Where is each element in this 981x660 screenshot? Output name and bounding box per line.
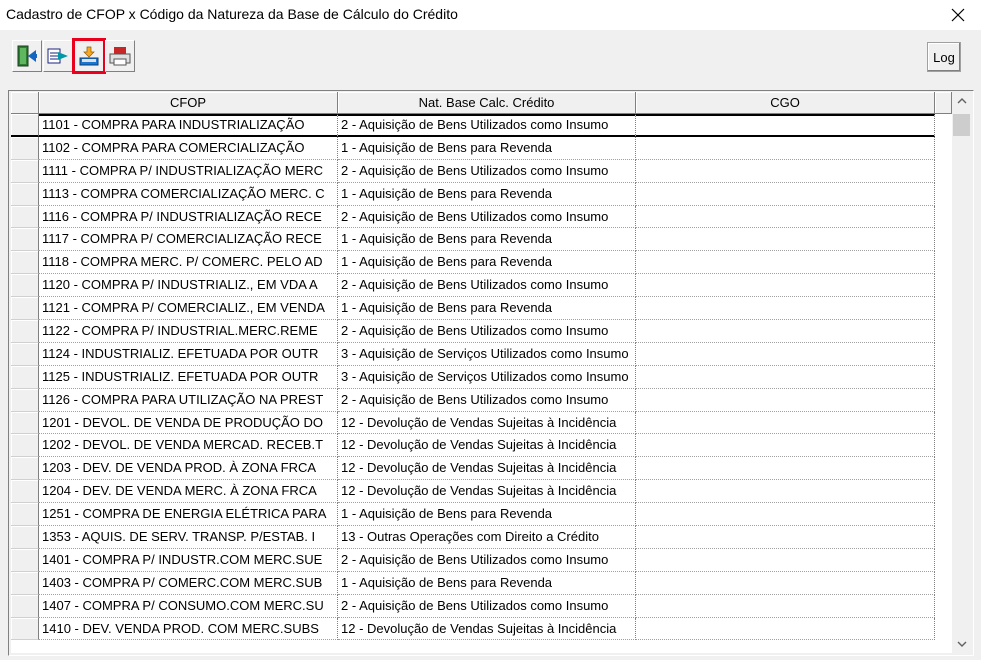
cell-cgo[interactable] — [636, 297, 935, 320]
header-indicator — [11, 92, 39, 114]
cell-cgo[interactable] — [636, 389, 935, 412]
row-indicator[interactable] — [11, 274, 39, 297]
cell-cfop[interactable]: 1101 - COMPRA PARA INDUSTRIALIZAÇÃO — [39, 114, 338, 137]
cell-cfop[interactable]: 1353 - AQUIS. DE SERV. TRANSP. P/ESTAB. I — [39, 526, 338, 549]
table-row[interactable] — [11, 434, 952, 457]
cell-nat-base-calc[interactable]: 13 - Outras Operações com Direito a Crédito — [338, 526, 636, 549]
table-row[interactable] — [11, 389, 952, 412]
cell-cfop[interactable]: 1111 - COMPRA P/ INDUSTRIALIZAÇÃO MERC — [39, 160, 338, 183]
cell-cgo[interactable] — [636, 412, 935, 435]
cell-cgo[interactable] — [636, 549, 935, 572]
table-row[interactable] — [11, 114, 952, 137]
process-button[interactable] — [43, 40, 73, 72]
row-indicator[interactable] — [11, 572, 39, 595]
cell-cgo[interactable] — [636, 183, 935, 206]
scroll-thumb[interactable] — [953, 114, 970, 136]
cell-cgo[interactable] — [636, 595, 935, 618]
cell-cfop[interactable]: 1118 - COMPRA MERC. P/ COMERC. PELO AD — [39, 251, 338, 274]
table-row[interactable] — [11, 457, 952, 480]
cell-cgo[interactable] — [636, 366, 935, 389]
row-indicator[interactable] — [11, 480, 39, 503]
cell-nat-base-calc[interactable]: 1 - Aquisição de Bens para Revenda — [338, 503, 636, 526]
log-button[interactable]: Log — [927, 42, 961, 72]
table-row[interactable] — [11, 572, 952, 595]
grid-body — [11, 114, 952, 640]
table-row[interactable] — [11, 595, 952, 618]
row-indicator[interactable] — [11, 160, 39, 183]
cell-cgo[interactable] — [636, 160, 935, 183]
dialog-body — [0, 30, 981, 660]
cell-nat-base-calc[interactable]: 2 - Aquisição de Bens Utilizados como Insumo — [338, 549, 636, 572]
cell-nat-base-calc[interactable]: 3 - Aquisição de Serviços Utilizados como Insumo — [338, 343, 636, 366]
cell-nat-base-calc[interactable]: 3 - Aquisição de Serviços Utilizados como Insumo — [338, 366, 636, 389]
cell-cgo[interactable] — [636, 503, 935, 526]
window-title: Cadastro de CFOP x Código da Natureza da Base de Cálculo do Crédito — [6, 6, 458, 22]
table-row[interactable] — [11, 503, 952, 526]
cell-cgo[interactable] — [636, 320, 935, 343]
row-indicator[interactable] — [11, 526, 39, 549]
cell-cfop[interactable]: 1251 - COMPRA DE ENERGIA ELÉTRICA PARA — [39, 503, 338, 526]
cell-cfop[interactable]: 1126 - COMPRA PARA UTILIZAÇÃO NA PREST — [39, 389, 338, 412]
row-indicator[interactable] — [11, 206, 39, 229]
table-row[interactable] — [11, 412, 952, 435]
cell-cfop[interactable]: 1122 - COMPRA P/ INDUSTRIAL.MERC.REME — [39, 320, 338, 343]
cell-cfop[interactable]: 1102 - COMPRA PARA COMERCIALIZAÇÃO — [39, 137, 338, 160]
cell-nat-base-calc[interactable]: 12 - Devolução de Vendas Sujeitas à Incidência — [338, 412, 636, 435]
row-indicator[interactable] — [11, 297, 39, 320]
cell-nat-base-calc[interactable]: 12 - Devolução de Vendas Sujeitas à Incidência — [338, 457, 636, 480]
cell-nat-base-calc[interactable]: 2 - Aquisição de Bens Utilizados como Insumo — [338, 114, 636, 137]
cfop-grid — [11, 92, 952, 653]
cell-nat-base-calc[interactable]: 12 - Devolução de Vendas Sujeitas à Incidência — [338, 434, 636, 457]
exit-button[interactable] — [12, 40, 42, 72]
table-row[interactable] — [11, 618, 952, 641]
row-indicator[interactable] — [11, 343, 39, 366]
row-indicator[interactable] — [11, 412, 39, 435]
cell-cfop[interactable]: 1117 - COMPRA P/ COMERCIALIZAÇÃO RECE — [39, 228, 338, 251]
cell-nat-base-calc[interactable]: 2 - Aquisição de Bens Utilizados como Insumo — [338, 320, 636, 343]
cell-cgo[interactable] — [636, 572, 935, 595]
cell-cfop[interactable]: 1121 - COMPRA P/ COMERCIALIZ., EM VENDA — [39, 297, 338, 320]
cell-cgo[interactable] — [636, 228, 935, 251]
cell-nat-base-calc[interactable]: 12 - Devolução de Vendas Sujeitas à Incidência — [338, 480, 636, 503]
cell-nat-base-calc[interactable]: 2 - Aquisição de Bens Utilizados como Insumo — [338, 206, 636, 229]
scroll-up-button[interactable] — [952, 92, 971, 110]
cell-nat-base-calc[interactable]: 2 - Aquisição de Bens Utilizados como Insumo — [338, 160, 636, 183]
cell-cfop[interactable]: 1403 - COMPRA P/ COMERC.COM MERC.SUB — [39, 572, 338, 595]
row-indicator[interactable] — [11, 114, 39, 137]
row-indicator[interactable] — [11, 228, 39, 251]
cell-cgo[interactable] — [636, 274, 935, 297]
row-indicator[interactable] — [11, 389, 39, 412]
chevron-down-icon — [957, 641, 967, 647]
import-tray-icon — [77, 44, 101, 68]
cell-cfop[interactable]: 1203 - DEV. DE VENDA PROD. À ZONA FRCA — [39, 457, 338, 480]
table-row[interactable] — [11, 228, 952, 251]
cell-cfop[interactable]: 1204 - DEV. DE VENDA MERC. À ZONA FRCA — [39, 480, 338, 503]
table-row[interactable] — [11, 206, 952, 229]
row-indicator[interactable] — [11, 434, 39, 457]
toolbar — [12, 40, 136, 72]
table-row[interactable] — [11, 251, 952, 274]
cell-cfop[interactable]: 1401 - COMPRA P/ INDUSTR.COM MERC.SUE — [39, 549, 338, 572]
cell-cgo[interactable] — [636, 114, 935, 137]
vertical-scrollbar[interactable] — [952, 92, 971, 653]
cell-nat-base-calc[interactable]: 1 - Aquisição de Bens para Revenda — [338, 137, 636, 160]
cell-nat-base-calc[interactable]: 2 - Aquisição de Bens Utilizados como Insumo — [338, 595, 636, 618]
row-indicator[interactable] — [11, 183, 39, 206]
table-row[interactable] — [11, 183, 952, 206]
cell-cgo[interactable] — [636, 480, 935, 503]
row-indicator[interactable] — [11, 595, 39, 618]
cell-cfop[interactable]: 1202 - DEVOL. DE VENDA MERCAD. RECEB.T — [39, 434, 338, 457]
cell-nat-base-calc[interactable]: 12 - Devolução de Vendas Sujeitas à Incidência — [338, 618, 636, 641]
cell-cgo[interactable] — [636, 457, 935, 480]
row-indicator[interactable] — [11, 503, 39, 526]
column-header-cgo[interactable]: CGO — [636, 92, 935, 114]
cell-cfop[interactable]: 1407 - COMPRA P/ CONSUMO.COM MERC.SU — [39, 595, 338, 618]
import-button[interactable] — [74, 40, 104, 72]
cell-cgo[interactable] — [636, 434, 935, 457]
cell-nat-base-calc[interactable]: 1 - Aquisição de Bens para Revenda — [338, 251, 636, 274]
cell-cfop[interactable]: 1113 - COMPRA COMERCIALIZAÇÃO MERC. C — [39, 183, 338, 206]
cell-nat-base-calc[interactable]: 2 - Aquisição de Bens Utilizados como Insumo — [338, 274, 636, 297]
cell-nat-base-calc[interactable]: 2 - Aquisição de Bens Utilizados como Insumo — [338, 389, 636, 412]
row-indicator[interactable] — [11, 366, 39, 389]
row-indicator[interactable] — [11, 457, 39, 480]
title-bar — [0, 0, 981, 30]
cell-cgo[interactable] — [636, 618, 935, 641]
close-icon — [950, 7, 966, 23]
cell-nat-base-calc[interactable]: 1 - Aquisição de Bens para Revenda — [338, 183, 636, 206]
table-row[interactable] — [11, 297, 952, 320]
scroll-down-button[interactable] — [952, 635, 971, 653]
cell-cfop[interactable]: 1116 - COMPRA P/ INDUSTRIALIZAÇÃO RECE — [39, 206, 338, 229]
row-indicator[interactable] — [11, 618, 39, 641]
grid-header — [11, 92, 952, 114]
close-button[interactable] — [935, 0, 981, 30]
row-indicator[interactable] — [11, 549, 39, 572]
table-row[interactable] — [11, 320, 952, 343]
cell-cgo[interactable] — [636, 343, 935, 366]
cell-cgo[interactable] — [636, 206, 935, 229]
table-row[interactable] — [11, 343, 952, 366]
row-indicator[interactable] — [11, 320, 39, 343]
table-row[interactable] — [11, 366, 952, 389]
chevron-up-icon — [957, 98, 967, 104]
grid-frame — [8, 90, 974, 656]
cell-nat-base-calc[interactable]: 1 - Aquisição de Bens para Revenda — [338, 572, 636, 595]
process-icon — [46, 44, 70, 68]
print-button[interactable] — [105, 40, 135, 72]
cell-cfop[interactable]: 1124 - INDUSTRIALIZ. EFETUADA POR OUTR — [39, 343, 338, 366]
table-row[interactable] — [11, 160, 952, 183]
table-row[interactable] — [11, 137, 952, 160]
column-header-cfop[interactable]: CFOP — [39, 92, 338, 114]
cell-nat-base-calc[interactable]: 1 - Aquisição de Bens para Revenda — [338, 297, 636, 320]
row-indicator[interactable] — [11, 137, 39, 160]
cell-cgo[interactable] — [636, 137, 935, 160]
cell-cfop[interactable]: 1410 - DEV. VENDA PROD. COM MERC.SUBS — [39, 618, 338, 641]
table-row[interactable] — [11, 480, 952, 503]
table-row[interactable] — [11, 526, 952, 549]
print-icon — [108, 44, 132, 68]
exit-door-icon — [15, 44, 39, 68]
row-indicator[interactable] — [11, 251, 39, 274]
table-row[interactable] — [11, 549, 952, 572]
cell-cfop[interactable]: 1120 - COMPRA P/ INDUSTRIALIZ., EM VDA A — [39, 274, 338, 297]
header-filler — [935, 92, 952, 114]
cell-nat-base-calc[interactable]: 1 - Aquisição de Bens para Revenda — [338, 228, 636, 251]
cell-cgo[interactable] — [636, 251, 935, 274]
table-row[interactable] — [11, 274, 952, 297]
column-header-nat[interactable]: Nat. Base Calc. Crédito — [338, 92, 636, 114]
cell-cgo[interactable] — [636, 526, 935, 549]
cell-cfop[interactable]: 1201 - DEVOL. DE VENDA DE PRODUÇÃO DO — [39, 412, 338, 435]
cell-cfop[interactable]: 1125 - INDUSTRIALIZ. EFETUADA POR OUTR — [39, 366, 338, 389]
